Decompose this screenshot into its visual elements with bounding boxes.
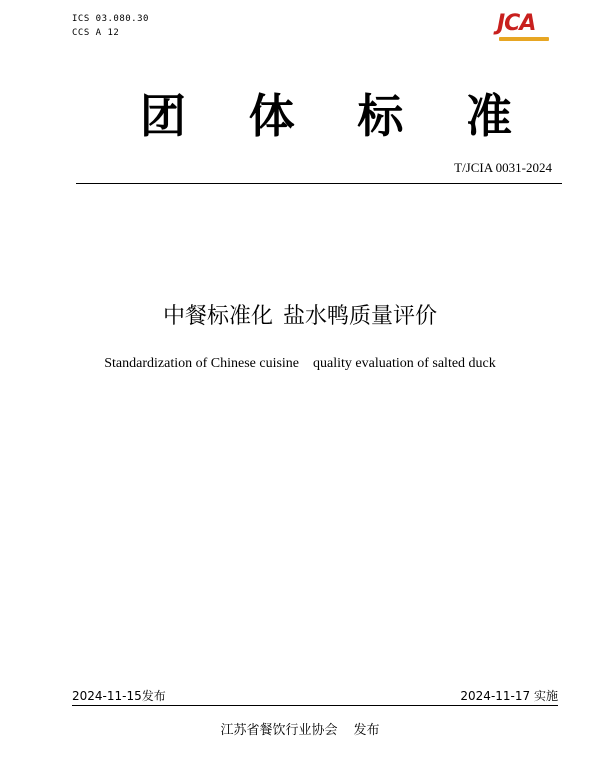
ccs-code: CCS A 12 (72, 28, 120, 38)
document-type-char-3: 标 (357, 89, 404, 143)
english-title-part-1: Standardization of Chinese cuisine (104, 356, 300, 371)
issuer-name: 江苏省餐饮行业协会 (220, 723, 338, 738)
logo-underline (499, 37, 549, 41)
header-divider (76, 183, 562, 184)
english-title (0, 355, 600, 373)
classification-codes (72, 12, 149, 40)
issuer-action: 发布 (353, 723, 380, 738)
issuer-line (0, 722, 600, 740)
document-type-char-1: 团 (140, 89, 186, 143)
standard-number: T/JCIA 0031-2024 (454, 160, 552, 175)
logo-text: JCA (497, 11, 536, 36)
ics-code: ICS 03.080.30 (72, 14, 149, 24)
chinese-title-part-2: 盐水鸭质量评价 (283, 304, 438, 329)
chinese-title (0, 300, 600, 334)
document-type-char-4: 准 (465, 89, 512, 143)
implementation-date-label: 实施 (533, 689, 558, 703)
document-type-char-2: 体 (248, 89, 295, 143)
implementation-date (460, 688, 558, 704)
publish-date-value: 2024-11-15 (72, 689, 142, 703)
implementation-date-value: 2024-11-17 (460, 689, 531, 703)
association-logo (497, 10, 553, 44)
chinese-title-part-1: 中餐标准化 (162, 304, 273, 329)
footer-divider (72, 705, 558, 706)
publish-date (72, 688, 166, 704)
document-type-heading (140, 88, 512, 144)
english-title-part-2: quality evaluation of salted duck (313, 356, 496, 371)
publish-date-label: 发布 (141, 689, 166, 703)
